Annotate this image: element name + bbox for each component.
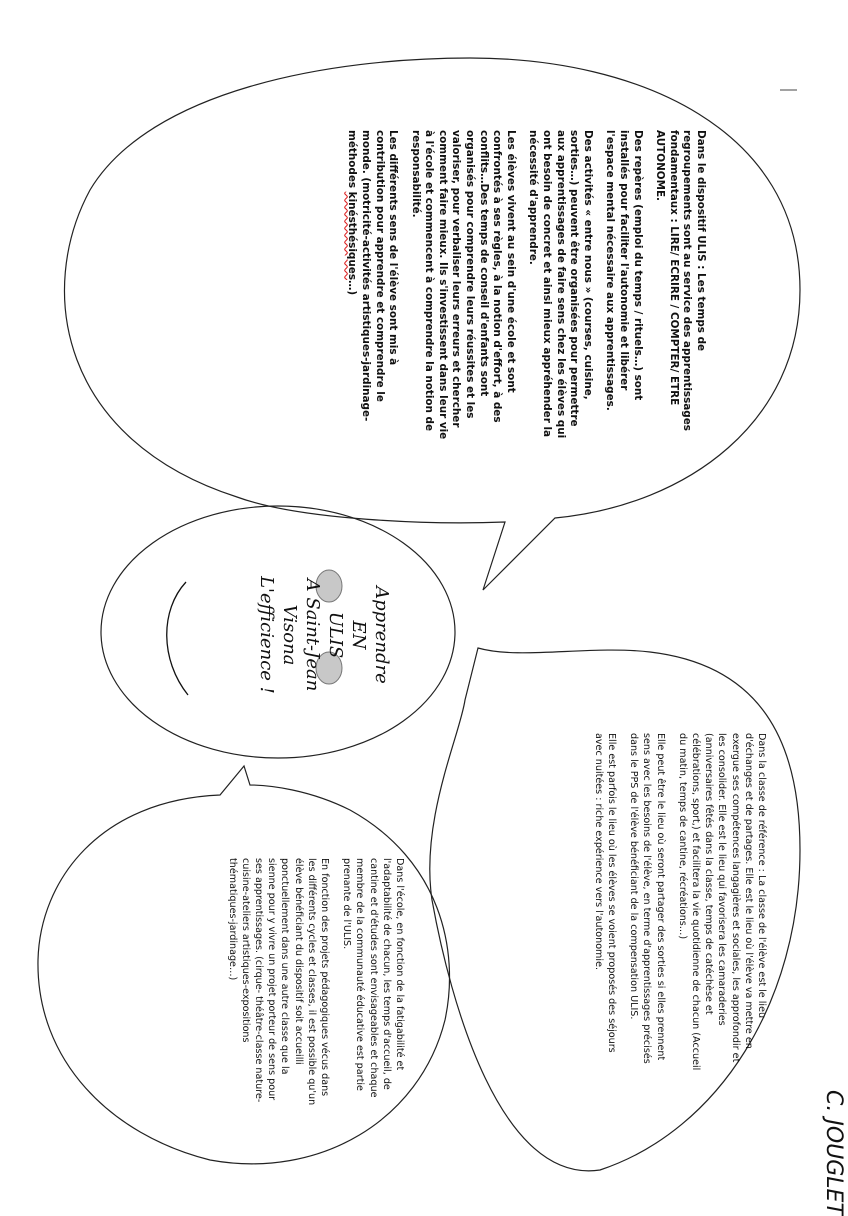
bubble-bottom-text [216, 858, 406, 1108]
bubble-top-p5-word: kinésthésiques [346, 191, 359, 280]
bubble-right-p3: Elle est parfois le lieu où les élèves se voient proposés des séjours avec nuitées : riche expérience vers l'autonomie. [592, 733, 617, 1053]
bubble-right-p2: Elle peut être le lieu où seront partager des sorties si elles prennent sens avec les besoins de l'élève, en terme d'apprentissages précisés dans le PPS de l'élève bénéficiant de la compensation ULIS. [628, 733, 666, 1064]
center-line-3: ULIS [325, 611, 346, 659]
center-line-1: Apprendre [371, 586, 392, 684]
bubble-top-p4: Les élèves vivent au sein d'une école et sont confrontés à ses règles, à la notion d'effort, à des conflits…Des temps de conseil d'enfants sont organisés pour comprendre leurs réussites et les valoriser, pour verbaliser leurs erreurs et chercher comment faire mieux. Ils s'investissent dans leur vie à l'école et commencent à comprendre la notion de responsabilité. [409, 130, 517, 440]
smile-icon [167, 582, 188, 695]
bubble-top-text [336, 130, 707, 440]
center-line-2: EN [348, 620, 369, 650]
center-line-5: Visona [279, 604, 300, 666]
center-line-6: L'efficience ! [256, 576, 277, 694]
bubble-top-p5 [345, 130, 399, 440]
center-line-4: A Saint-Jean [302, 578, 323, 692]
bubble-top-p2: Des repères (emploi du temps / rituels…) sont installés pour faciliter l'autonomie et libérer l'espace mental nécessaire aux apprentissages. [604, 130, 644, 411]
bubble-right-text [583, 733, 768, 1073]
center-title [255, 575, 393, 695]
bubble-top-p5b: …) [346, 280, 359, 296]
bubble-right-p1: Dans la classe de référence : La classe de l'élève est le lieu d'échanges et de partages. Elle est le lieu où l'élève va mettre en exergue ses compétences langagières et sociales, les approfondir et les consolider. Elle est le lieu qui favorisera les camaraderies (anniversaires fêtés dans la classe, temps de catéchèse et célébrations, sport,) et facilitera la vie quotidienne de chacun (Accueil du matin, temps de cantine, récréations…) [676, 733, 767, 1071]
bubble-top-p5a: Les différents sens de l'élève sont mis à contribution pour apprendre et comprendre le monde. (motricité-activités artistiques-jardinage- méthodes [346, 130, 400, 422]
bubble-top-p1: Dans le dispositif ULIS : Les temps de regroupements sont au service des apprentissages fondamentaux : LIRE/ ECRIRE / COMPTER/ ETRE AUTONOME. [654, 130, 707, 431]
signature: C. JOUGLET [821, 1090, 846, 1216]
bubble-bottom-p2: En fonction des projets pédagogiques vécus dans les différents cycles et classes, il est possible qu'un élève bénéficiant du dispositif soit accueilli ponctuellement dans une autre classe que la sienne pour y vivre un projet porteur de sens pour ses apprentissages. (cirque- théâtre-classe nature-cuisine-ateliers artistiques-expositions thématiques-jardinage…) [226, 858, 330, 1106]
bubble-top-p3: Des activités « entre nous » (courses, cuisine, sorties…) peuvent être organisées pour permettre aux apprentissages de faire sens chez les élèves qui ont besoin de concret et ainsi mieux appréhender la nécessité d'apprendre. [527, 130, 594, 439]
bubble-bottom-p1: Dans l'école, en fonction de la fatigabilité et l'adaptabilité de chacun, les temps d'accueil, de cantine et d'études sont envisageables et chaque membre de la communauté éducative est partie prenante de l'ULIS. [341, 858, 405, 1098]
